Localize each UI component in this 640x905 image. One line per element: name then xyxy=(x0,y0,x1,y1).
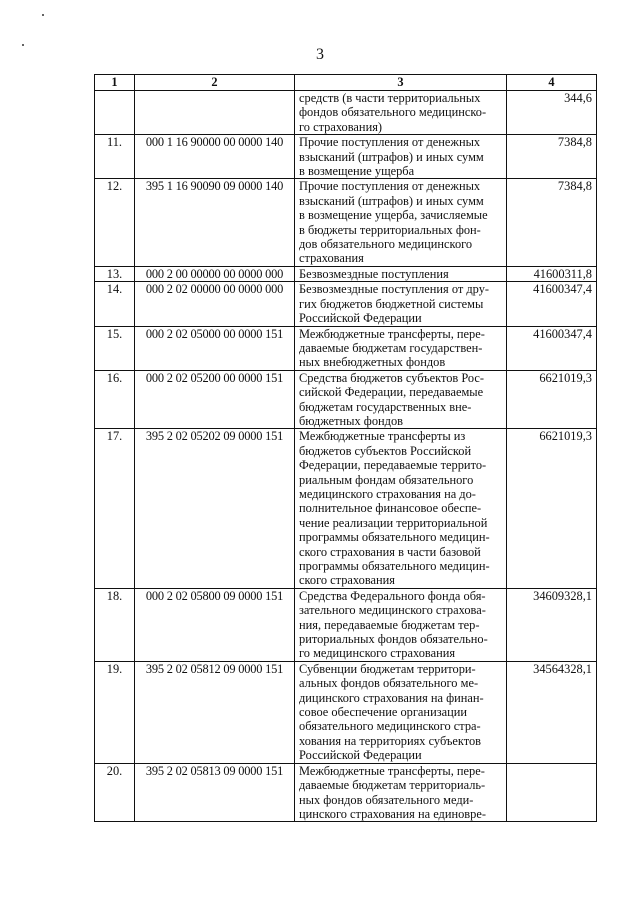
row-number: 16. xyxy=(95,370,135,429)
revenue-table xyxy=(94,74,597,822)
row-number: 13. xyxy=(95,266,135,281)
table-row xyxy=(95,179,597,266)
description-line: Безвозмездные поступления от дру- xyxy=(299,282,490,297)
revenue-description xyxy=(295,91,507,135)
description-line: ского страхования в части базовой xyxy=(299,544,481,559)
description-line: ных фондов обязательного меди- xyxy=(299,792,474,807)
table-row xyxy=(95,429,597,588)
column-header: 3 xyxy=(295,75,507,91)
row-number: 14. xyxy=(95,282,135,326)
budget-code: 395 2 02 05812 09 0000 151 xyxy=(135,661,295,763)
budget-code: 000 2 02 00000 00 0000 000 xyxy=(135,282,295,326)
budget-code xyxy=(135,91,295,135)
table-row xyxy=(95,370,597,429)
description-line: Прочие поступления от денежных xyxy=(299,179,481,194)
table-row xyxy=(95,326,597,370)
description-line: ния, передаваемые бюджетам тер- xyxy=(299,617,480,632)
description-line: программы обязательного медицин- xyxy=(299,530,490,545)
description-line: Средства Федерального фонда обя- xyxy=(299,588,486,603)
revenue-description xyxy=(295,429,507,588)
revenue-description xyxy=(295,282,507,326)
row-number xyxy=(95,91,135,135)
description-line: в возмещение ущерба, зачисляемые xyxy=(299,208,488,223)
description-line: медицинского страхования на до- xyxy=(299,486,476,501)
revenue-description xyxy=(295,588,507,661)
row-number: 20. xyxy=(95,763,135,822)
table-row xyxy=(95,763,597,822)
row-number: 11. xyxy=(95,135,135,179)
description-line: Межбюджетные трансферты, пере- xyxy=(299,326,485,341)
revenue-description xyxy=(295,661,507,763)
revenue-description xyxy=(295,135,507,179)
description-line: Безвозмездные поступления xyxy=(299,266,449,281)
column-header: 4 xyxy=(507,75,597,91)
budget-code: 000 2 00 00000 00 0000 000 xyxy=(135,266,295,281)
budget-code: 000 1 16 90000 00 0000 140 xyxy=(135,135,295,179)
description-line: чение реализации территориальной xyxy=(299,515,488,530)
budget-code: 000 2 02 05000 00 0000 151 xyxy=(135,326,295,370)
table-row xyxy=(95,661,597,763)
row-number: 12. xyxy=(95,179,135,266)
amount-value: 41600347,4 xyxy=(507,282,597,326)
description-line: бюджетам государственных вне- xyxy=(299,399,472,414)
column-header: 1 xyxy=(95,75,135,91)
description-line: бюджетов субъектов Российской xyxy=(299,443,472,458)
amount-value: 34564328,1 xyxy=(507,661,597,763)
table-row xyxy=(95,282,597,326)
row-number: 15. xyxy=(95,326,135,370)
amount-value xyxy=(507,763,597,822)
table-row xyxy=(95,588,597,661)
amount-value: 34609328,1 xyxy=(507,588,597,661)
table-row xyxy=(95,135,597,179)
amount-value: 6621019,3 xyxy=(507,370,597,429)
amount-value: 6621019,3 xyxy=(507,429,597,588)
header-row xyxy=(95,75,597,91)
budget-code: 395 2 02 05813 09 0000 151 xyxy=(135,763,295,822)
description-line: гих бюджетов бюджетной системы xyxy=(299,296,484,311)
amount-value: 7384,8 xyxy=(507,179,597,266)
scan-speck xyxy=(42,14,44,16)
table-row xyxy=(95,266,597,281)
description-line: совое обеспечение организации xyxy=(299,705,467,720)
revenue-description xyxy=(295,326,507,370)
row-number: 18. xyxy=(95,588,135,661)
amount-value: 344,6 xyxy=(507,91,597,135)
table-row xyxy=(95,91,597,135)
description-line: фондов обязательного медицинско- xyxy=(299,105,487,120)
description-line: в возмещение ущерба xyxy=(299,164,415,179)
description-line: цинского страхования на единовре- xyxy=(299,806,486,821)
revenue-description xyxy=(295,179,507,266)
description-line: го страхования) xyxy=(299,119,383,134)
description-line: Российской Федерации xyxy=(299,748,422,763)
description-line: риальным фондам обязательного xyxy=(299,472,474,487)
description-line: страхования xyxy=(299,251,364,266)
description-line: в бюджеты территориальных фон- xyxy=(299,222,481,237)
description-line: Субвенции бюджетам территори- xyxy=(299,661,476,676)
description-line: го медицинского страхования xyxy=(299,646,456,661)
description-line: зательного медицинского страхова- xyxy=(299,603,486,618)
row-number: 19. xyxy=(95,661,135,763)
description-line: Прочие поступления от денежных xyxy=(299,135,481,150)
column-header: 2 xyxy=(135,75,295,91)
description-line: бюджетных фондов xyxy=(299,413,404,428)
row-number: 17. xyxy=(95,429,135,588)
description-line: сийской Федерации, передаваемые xyxy=(299,385,484,400)
description-line: даваемые бюджетам государствен- xyxy=(299,340,483,355)
revenue-description xyxy=(295,763,507,822)
budget-code: 395 2 02 05202 09 0000 151 xyxy=(135,429,295,588)
budget-code: 000 2 02 05200 00 0000 151 xyxy=(135,370,295,429)
description-line: взысканий (штрафов) и иных сумм xyxy=(299,149,484,164)
description-line: обязательного медицинского стра- xyxy=(299,719,481,734)
description-line: Средства бюджетов субъектов Рос- xyxy=(299,370,485,385)
page-number: 3 xyxy=(316,46,324,63)
revenue-description xyxy=(295,266,507,281)
description-line: ского страхования xyxy=(299,573,395,588)
description-line: Российской Федерации xyxy=(299,311,422,326)
description-line: Федерации, передаваемые террито- xyxy=(299,458,487,473)
description-line: дов обязательного медицинского xyxy=(299,237,473,252)
description-line: ных внебюджетных фондов xyxy=(299,355,446,370)
amount-value: 41600347,4 xyxy=(507,326,597,370)
description-line: хования на территориях субъектов xyxy=(299,733,482,748)
description-line: даваемые бюджетам территориаль- xyxy=(299,778,486,793)
description-line: риториальных фондов обязательно- xyxy=(299,632,488,647)
amount-value: 7384,8 xyxy=(507,135,597,179)
description-line: дицинского страхования на финан- xyxy=(299,690,484,705)
revenue-description xyxy=(295,370,507,429)
description-line: программы обязательного медицин- xyxy=(299,559,490,573)
budget-code: 395 1 16 90090 09 0000 140 xyxy=(135,179,295,266)
description-line: взысканий (штрафов) и иных сумм xyxy=(299,193,484,208)
description-line: Межбюджетные трансферты, пере- xyxy=(299,763,485,778)
description-line: полнительное финансовое обеспе- xyxy=(299,501,482,516)
budget-code: 000 2 02 05800 09 0000 151 xyxy=(135,588,295,661)
description-line: Межбюджетные трансферты из xyxy=(299,429,466,444)
amount-value: 41600311,8 xyxy=(507,266,597,281)
description-line: альных фондов обязательного ме- xyxy=(299,676,479,691)
description-line: средств (в части территориальных xyxy=(299,91,481,105)
